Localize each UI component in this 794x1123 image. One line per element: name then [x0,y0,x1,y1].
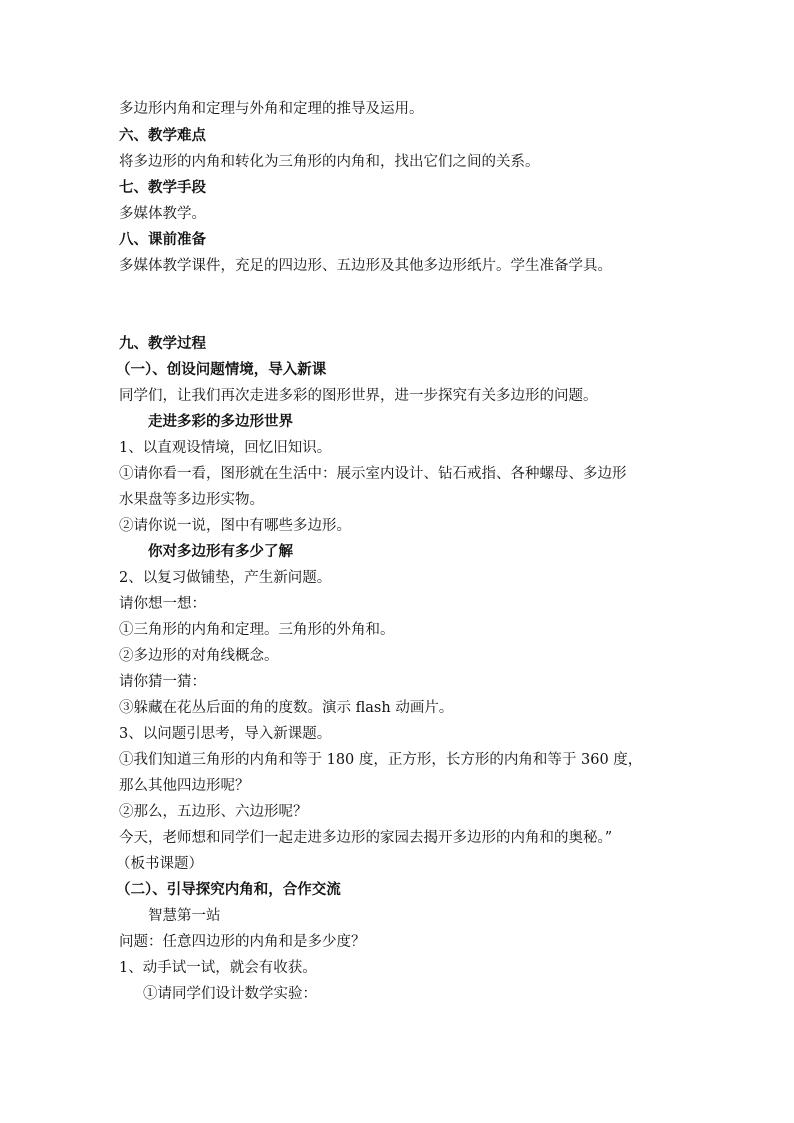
subsection-heading: （一）、创设问题情境，导入新课 [116,361,327,378]
text-line: 请你想一想： [119,596,206,612]
text-line: 今天，老师想和同学们一起走进多边形的家园去揭开多边形的内角和的奥秘。” [119,830,613,846]
text-line: ②多边形的对角线概念。 [119,648,279,664]
text-line: 水果盘等多边形实物。 [119,492,264,508]
text-line: ②请你说一说，图中有哪些多边形。 [119,518,351,534]
text-line: 2、以复习做铺垫，产生新问题。 [119,570,332,586]
text-line: 将多边形的内角和转化为三角形的内角和，找出它们之间的关系。 [119,154,540,170]
text-line: ①三角形的内角和定理。三角形的外角和。 [119,622,395,638]
text-line: 1、以直观设情境，回忆旧知识。 [119,440,332,456]
subsection-heading: （二）、引导探究内角和，合作交流 [116,881,341,898]
section-heading-difficulty: 六、教学难点 [119,127,206,144]
section-heading-preparation: 八、课前准备 [119,231,206,248]
text-line: ①请同学们设计数学实验： [143,986,317,1002]
text-line: ①我们知道三角形的内角和等于 180 度，正方形，长方形的内角和等于 360 度， [119,752,643,768]
subtitle-line: 走进多彩的多边形世界 [148,413,293,430]
text-line: （板书课题） [116,856,203,872]
section-heading-means: 七、教学手段 [119,179,206,196]
text-line: ②那么，五边形、六边形呢？ [119,804,308,820]
text-line: 多媒体教学。 [119,206,206,222]
text-line: 多边形内角和定理与外角和定理的推导及运用。 [119,101,424,117]
subtitle-line: 你对多边形有多少了解 [148,543,293,560]
text-line: 同学们，让我们再次走进多彩的图形世界，进一步探究有关多边形的问题。 [119,388,598,404]
section-heading-process: 九、教学过程 [119,335,206,352]
text-line: 3、以问题引思考，导入新课题。 [119,726,332,742]
text-line: 请你猜一猜： [119,674,206,690]
text-line: 多媒体教学课件，充足的四边形、五边形及其他多边形纸片。学生准备学具。 [119,258,612,274]
text-line: ③躲藏在花丛后面的角的度数。演示 flash 动画片。 [119,700,454,716]
text-line: 1、动手试一试，就会有收获。 [119,960,317,976]
text-line: 那么其他四边形呢？ [119,778,250,794]
text-line: 问题：任意四边形的内角和是多少度？ [119,934,366,950]
text-line: ①请你看一看，图形就在生活中：展示室内设计、钻石戒指、各种螺母、多边形 [119,466,627,482]
subtitle-line: 智慧第一站 [148,908,221,924]
